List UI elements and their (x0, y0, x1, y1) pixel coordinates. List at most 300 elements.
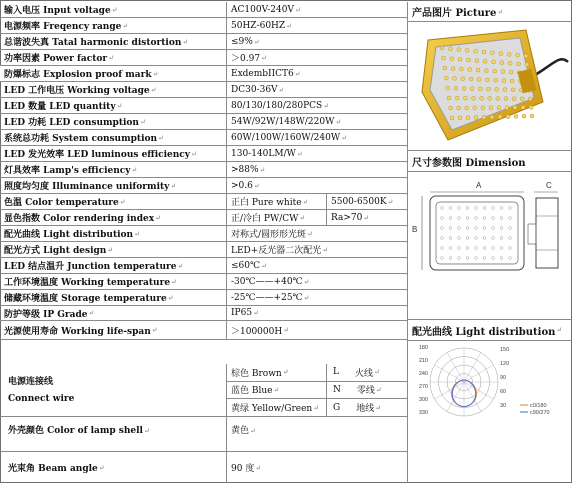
spec-value (227, 146, 407, 161)
paragraph-mark: ↵ (116, 101, 123, 110)
polar-angle-label: 330 (418, 410, 428, 416)
led-dot (506, 115, 510, 119)
rows-1-value: 50HZ-60HZ (231, 20, 286, 31)
spec-value-secondary (327, 210, 407, 225)
spec-label (0, 242, 227, 257)
led-dot (477, 78, 481, 82)
led-dot (517, 62, 521, 66)
paragraph-mark: ↵ (341, 133, 347, 142)
rows-0-label: 输入电压 Input voltage (4, 6, 111, 16)
led-dot (474, 49, 478, 53)
spec-row (0, 321, 407, 340)
paragraph-mark: ↵ (191, 149, 197, 158)
connect-wires-1-color: 蓝色 Blue (231, 386, 273, 397)
polar-spoke (435, 382, 464, 399)
shell-color-label (0, 417, 227, 451)
led-dot (501, 70, 505, 74)
paragraph-mark: ↵ (556, 326, 563, 334)
section-picture-title (407, 2, 572, 22)
paragraph-mark: ↵ (296, 149, 303, 158)
spec-value (227, 178, 407, 193)
led-dot (475, 59, 479, 63)
paragraph-mark: ↵ (171, 277, 177, 286)
spec-value (227, 274, 407, 289)
dimension-led-dot (509, 257, 512, 260)
rows-6-value: 80/130/180/280PCS (231, 100, 323, 111)
led-dot (512, 97, 516, 101)
paragraph-mark: ↵ (303, 277, 310, 286)
paragraph-mark: ↵ (299, 213, 306, 222)
spec-value (227, 162, 407, 177)
polar-angle-label: 210 (418, 358, 428, 364)
dimension-led-dot (458, 247, 461, 250)
paragraph-mark: ↵ (158, 133, 164, 142)
wire-color (227, 399, 327, 417)
connect-wire-block (0, 364, 407, 417)
rows-11-value: >0.6 (231, 180, 253, 191)
paragraph-mark: ↵ (278, 85, 285, 94)
rows-7-label: LED 功耗 LED consumption (4, 118, 139, 128)
led-dot (454, 86, 458, 90)
led-dot (514, 114, 518, 118)
rows-9-value: 130-140LM/W (231, 148, 296, 159)
spec-row (0, 114, 407, 130)
led-dot (516, 53, 520, 57)
rows-5-label: LED 工作电压 Working voltage (4, 86, 150, 96)
led-dot (482, 115, 486, 119)
led-dot (528, 97, 532, 101)
connect-wires-2-code: G (333, 402, 341, 413)
dimension-led-dot (509, 237, 512, 240)
polar-angle-label: 240 (418, 371, 428, 377)
dimension-led-dot (449, 217, 452, 220)
sections-dimension: 尺寸参数图 Dimension (412, 157, 526, 169)
dimension-led-dot (475, 237, 478, 240)
spec-value (227, 18, 407, 33)
rows-17-label: 工作环境温度 Working temperature (4, 278, 171, 288)
led-dot (505, 106, 509, 110)
dimension-led-dot (441, 227, 444, 230)
beam-angle-label (0, 452, 227, 483)
paragraph-mark: ↵ (150, 85, 157, 94)
polar-spoke (464, 382, 493, 399)
dimension-led-dot (441, 237, 444, 240)
led-dot (465, 48, 469, 52)
led-dot (450, 57, 454, 61)
paragraph-mark: ↵ (335, 117, 342, 126)
dimension-diagram (408, 172, 572, 319)
dimension-drawing (407, 172, 572, 319)
led-dot (488, 96, 492, 100)
led-dot (462, 87, 466, 91)
spec-label (0, 66, 227, 81)
paragraph-mark: ↵ (253, 181, 260, 190)
rows-18-label: 储藏环境温度 Storage temperature (4, 294, 167, 304)
led-dot (525, 63, 529, 67)
rows-10-label: 灯具效率 Lamp's efficiency (4, 166, 131, 176)
rows-0-value: AC100V-240V (231, 4, 294, 15)
wire-code (327, 382, 407, 400)
dimension-led-dot (449, 257, 452, 260)
polar-spoke (447, 353, 464, 382)
paragraph-mark: ↵ (363, 213, 370, 222)
rows-13-value: 正/冷白 PW/CW (231, 214, 299, 224)
spec-value (227, 114, 407, 129)
spec-value (227, 50, 407, 65)
dimension-led-dot (458, 217, 461, 220)
dimension-led-dot (466, 257, 469, 260)
paragraph-mark: ↵ (151, 326, 158, 334)
paragraph-mark: ↵ (177, 261, 184, 270)
spec-row (0, 146, 407, 162)
led-dot (495, 87, 499, 91)
led-dot (490, 115, 494, 119)
polar-spoke (464, 382, 481, 411)
rows-8-label: 系统总功耗 System consumption (4, 134, 158, 144)
spec-row (0, 50, 407, 66)
rows-18-value: -25℃——+25℃ (231, 292, 303, 303)
connect-wires-1-name: 零线 (356, 386, 375, 397)
spec-row (0, 210, 407, 226)
spec-label (0, 194, 227, 209)
rows-7-value: 54W/92W/148W/220W (231, 116, 335, 127)
paragraph-mark: ↵ (375, 385, 382, 394)
led-dot (457, 48, 461, 52)
paragraph-mark: ↵ (108, 53, 114, 62)
rows-4-value: ExdembIICT6 (231, 68, 294, 79)
dimension-led-dot (492, 207, 495, 210)
beam-angle-value (227, 452, 407, 483)
paragraph-mark: ↵ (261, 261, 267, 270)
paragraph-mark: ↵ (167, 293, 174, 302)
paragraph-mark: ↵ (131, 165, 138, 174)
paragraph-mark: ↵ (497, 7, 504, 16)
led-dot (449, 106, 453, 110)
beam-angle-row (0, 452, 407, 483)
led-dot (498, 115, 502, 119)
spec-row (0, 66, 407, 82)
rows-13-label: 显色指数 Color rendering index (4, 214, 155, 224)
led-dot (497, 106, 501, 110)
rows-16-value: ≤60℃ (231, 260, 261, 271)
spec-value (227, 258, 407, 273)
dimension-led-dot (483, 207, 486, 210)
spec-value (227, 321, 407, 339)
rows-12-label: 色温 Color temperature (4, 198, 119, 208)
spec-label (0, 178, 227, 193)
paragraph-mark: ↵ (307, 229, 313, 238)
led-dot (508, 61, 512, 65)
rows-16-label: LED 结点温升 Junction temperature (4, 262, 177, 272)
led-dot (511, 88, 515, 92)
paragraph-mark: ↵ (170, 181, 177, 190)
rows-20-label: 光源使用寿命 Working life-span (4, 326, 151, 337)
led-dot (453, 76, 457, 80)
spec-label (0, 321, 227, 339)
polar-angle-label: 150 (500, 347, 510, 353)
spec-label (0, 162, 227, 177)
led-dot (490, 51, 494, 55)
blank-area (407, 423, 572, 483)
dimension-led-dot (483, 247, 486, 250)
sections-picture: 产品图片 Picture (412, 8, 497, 19)
paragraph-mark: ↵ (313, 403, 320, 412)
dimension-led-dot (449, 227, 452, 230)
polar-spoke (464, 365, 493, 382)
wire-color (227, 364, 327, 382)
polar-angle-label: 180 (418, 345, 428, 351)
spec-row (0, 306, 407, 321)
polar-angle-label: 30 (500, 403, 507, 409)
spec-label (0, 98, 227, 113)
led-dot (499, 52, 503, 56)
paragraph-mark: ↵ (294, 69, 301, 78)
spec-value (227, 210, 327, 225)
spec-row (0, 178, 407, 194)
connect-wires-1-code: N (333, 384, 341, 395)
spec-row (0, 18, 407, 34)
spec-row (0, 226, 407, 242)
legend-label: c90/270 (530, 410, 550, 416)
spec-row (0, 162, 407, 178)
rows-9-label: LED 发光效率 LED luminous efficiency (4, 150, 190, 160)
rows-19-value: IP65 (231, 308, 253, 318)
paragraph-mark: ↵ (273, 385, 280, 394)
spec-row (0, 274, 407, 290)
rows-5-value: DC30-36V (231, 84, 278, 95)
led-dot (496, 97, 500, 101)
led-dot (489, 106, 493, 110)
spec-value (227, 98, 407, 113)
dimension-led-dot (466, 217, 469, 220)
spec-label (0, 130, 227, 145)
dimension-led-dot (509, 207, 512, 210)
led-dot (448, 47, 452, 51)
led-dot (457, 106, 461, 110)
spec-label (0, 2, 227, 17)
rows-11-label: 照度均匀度 Illuminance uniformity (4, 182, 170, 192)
connect-wire-cn: 电源连接线 (8, 377, 54, 387)
spec-row (0, 194, 407, 210)
spec-value (227, 82, 407, 97)
paragraph-mark: ↵ (255, 463, 262, 472)
rows-17-value: -30℃——+40℃ (231, 276, 303, 287)
led-dot (451, 67, 455, 71)
led-dot (446, 86, 450, 90)
spec-label (0, 290, 227, 305)
spec-row (0, 82, 407, 98)
led-dot (510, 79, 514, 83)
dimension-led-dot (449, 247, 452, 250)
dimension-led-dot (449, 237, 452, 240)
led-dot (529, 105, 533, 109)
dimension-led-dot (483, 217, 486, 220)
led-dot (521, 106, 525, 110)
led-dot (450, 116, 454, 120)
rows-12-value: 正白 Pure white (231, 198, 302, 208)
dimension-led-dot (466, 227, 469, 230)
dimension-led-dot (458, 207, 461, 210)
paragraph-mark: ↵ (294, 5, 301, 14)
spec-label (0, 274, 227, 289)
dimension-led-dot (483, 227, 486, 230)
dimension-led-dot (458, 237, 461, 240)
spec-row (0, 98, 407, 114)
led-dot (474, 115, 478, 119)
shell-color-row (0, 417, 407, 452)
spec-row (0, 2, 407, 18)
paragraph-mark: ↵ (283, 326, 290, 334)
led-dot (455, 96, 459, 100)
rows-10-value: >88% (231, 164, 259, 175)
polar-spoke (435, 365, 464, 382)
dimension-led-dot (441, 247, 444, 250)
dimension-led-dot (500, 257, 503, 260)
section-dimension-title (407, 150, 572, 172)
paragraph-mark: ↵ (88, 309, 95, 317)
paragraph-mark: ↵ (282, 368, 289, 377)
spec-value (227, 2, 407, 17)
paragraph-mark: ↵ (286, 21, 293, 30)
rows-4-label: 防爆标志 Explosion proof mark (4, 70, 152, 80)
wire-code (327, 364, 407, 382)
led-dot (472, 96, 476, 100)
rows-1-label: 电源频率 Freqency range (4, 22, 122, 32)
led-dot (443, 66, 447, 70)
paragraph-mark: ↵ (155, 213, 161, 222)
rows-20-value: ＞100000H (231, 326, 283, 337)
led-dot (458, 116, 462, 120)
dimension-led-dot (483, 257, 486, 260)
paragraph-mark: ↵ (250, 427, 256, 435)
spec-row (0, 242, 407, 258)
polar-angle-label: 120 (500, 361, 510, 367)
led-dot (503, 88, 507, 92)
spec-label (0, 306, 227, 320)
dimension-led-dot (509, 247, 512, 250)
led-dot (465, 106, 469, 110)
sections-distribution: 配光曲线 Light distribution (412, 326, 556, 338)
spec-value (227, 130, 407, 145)
connect-wires-0-name: 火线 (354, 368, 373, 379)
spec-label (0, 146, 227, 161)
spec-row (0, 290, 407, 306)
led-dot (509, 70, 513, 74)
dimension-led-dot (441, 207, 444, 210)
dimension-led-dot (458, 227, 461, 230)
dimension-led-dot (466, 237, 469, 240)
paragraph-mark: ↵ (374, 368, 380, 377)
light-distribution-chart (407, 341, 572, 423)
led-dot (467, 58, 471, 62)
paragraph-mark: ↵ (122, 21, 129, 30)
paragraph-mark: ↵ (98, 463, 105, 472)
dimension-led-dot (483, 237, 486, 240)
dimension-led-dot (475, 247, 478, 250)
rows-2-label: 总谐波失真 Tatal harmonic distortion (4, 38, 182, 48)
wire-code (327, 399, 407, 417)
dimension-led-dot (492, 257, 495, 260)
led-dot (447, 96, 451, 100)
led-dot (444, 76, 448, 80)
polar-angle-label: 300 (418, 397, 428, 403)
beam-value: 90 度 (231, 464, 255, 474)
led-dot (504, 97, 508, 101)
shell-color-value (227, 417, 407, 451)
polar-angle-label: 90 (500, 375, 507, 381)
rows-13-value2: Ra>70 (331, 212, 363, 223)
rows-6-label: LED 数量 LED quantity (4, 102, 116, 112)
led-dot (485, 78, 489, 82)
led-dot (470, 87, 474, 91)
paragraph-mark: ↵ (387, 197, 394, 206)
spec-label (0, 226, 227, 241)
led-dot (493, 69, 497, 73)
paragraph-mark: ↵ (107, 245, 114, 254)
led-dot (440, 46, 444, 50)
paragraph-mark: ↵ (375, 403, 382, 412)
dimension-led-dot (475, 227, 478, 230)
spec-label (0, 210, 227, 225)
led-dot (494, 78, 498, 82)
spec-value-secondary (327, 194, 407, 209)
rows-3-value: ＞0.97 (231, 54, 261, 64)
dimension-led-dot (492, 217, 495, 220)
led-dot (466, 116, 470, 120)
spec-value (227, 66, 407, 81)
spec-value (227, 194, 327, 209)
polar-spoke (447, 382, 464, 411)
legend-label: c0/180 (530, 403, 547, 409)
dimension-led-dot (500, 247, 503, 250)
connect-wires-0-code: L (333, 367, 339, 378)
spec-value (227, 290, 407, 305)
led-dot (482, 50, 486, 54)
dim-label-c: C (546, 181, 552, 190)
paragraph-mark: ↵ (119, 197, 126, 206)
led-dot (468, 68, 472, 72)
dimension-led-dot (492, 227, 495, 230)
led-dot (441, 56, 445, 60)
product-picture (407, 22, 572, 150)
rows-15-label: 配光方式 Light design (4, 246, 107, 256)
led-dot (476, 68, 480, 72)
polar-spoke (464, 353, 481, 382)
led-dot (459, 67, 463, 71)
paragraph-mark: ↵ (253, 309, 259, 317)
paragraph-mark: ↵ (302, 197, 309, 206)
shell-value: 黄色 (231, 426, 250, 436)
led-dot (458, 57, 462, 61)
connect-wire-en: Connect wire (8, 394, 75, 404)
dim-label-a: A (476, 181, 482, 190)
rows-12-value2: 5500-6500K (331, 196, 387, 207)
rows-14-value: 对称式/圆形形光斑 (231, 230, 307, 240)
led-dot (530, 114, 534, 118)
polar-angle-label: 270 (418, 384, 428, 390)
paragraph-mark: ↵ (259, 165, 266, 174)
polar-curve (408, 341, 572, 423)
spec-label (0, 82, 227, 97)
dimension-led-dot (500, 237, 503, 240)
paragraph-mark: ↵ (322, 245, 329, 254)
led-dot (522, 114, 526, 118)
spec-value (227, 242, 407, 257)
dimension-led-dot (500, 217, 503, 220)
paragraph-mark: ↵ (303, 293, 310, 302)
dimension-led-dot (475, 217, 478, 220)
spec-row (0, 34, 407, 50)
